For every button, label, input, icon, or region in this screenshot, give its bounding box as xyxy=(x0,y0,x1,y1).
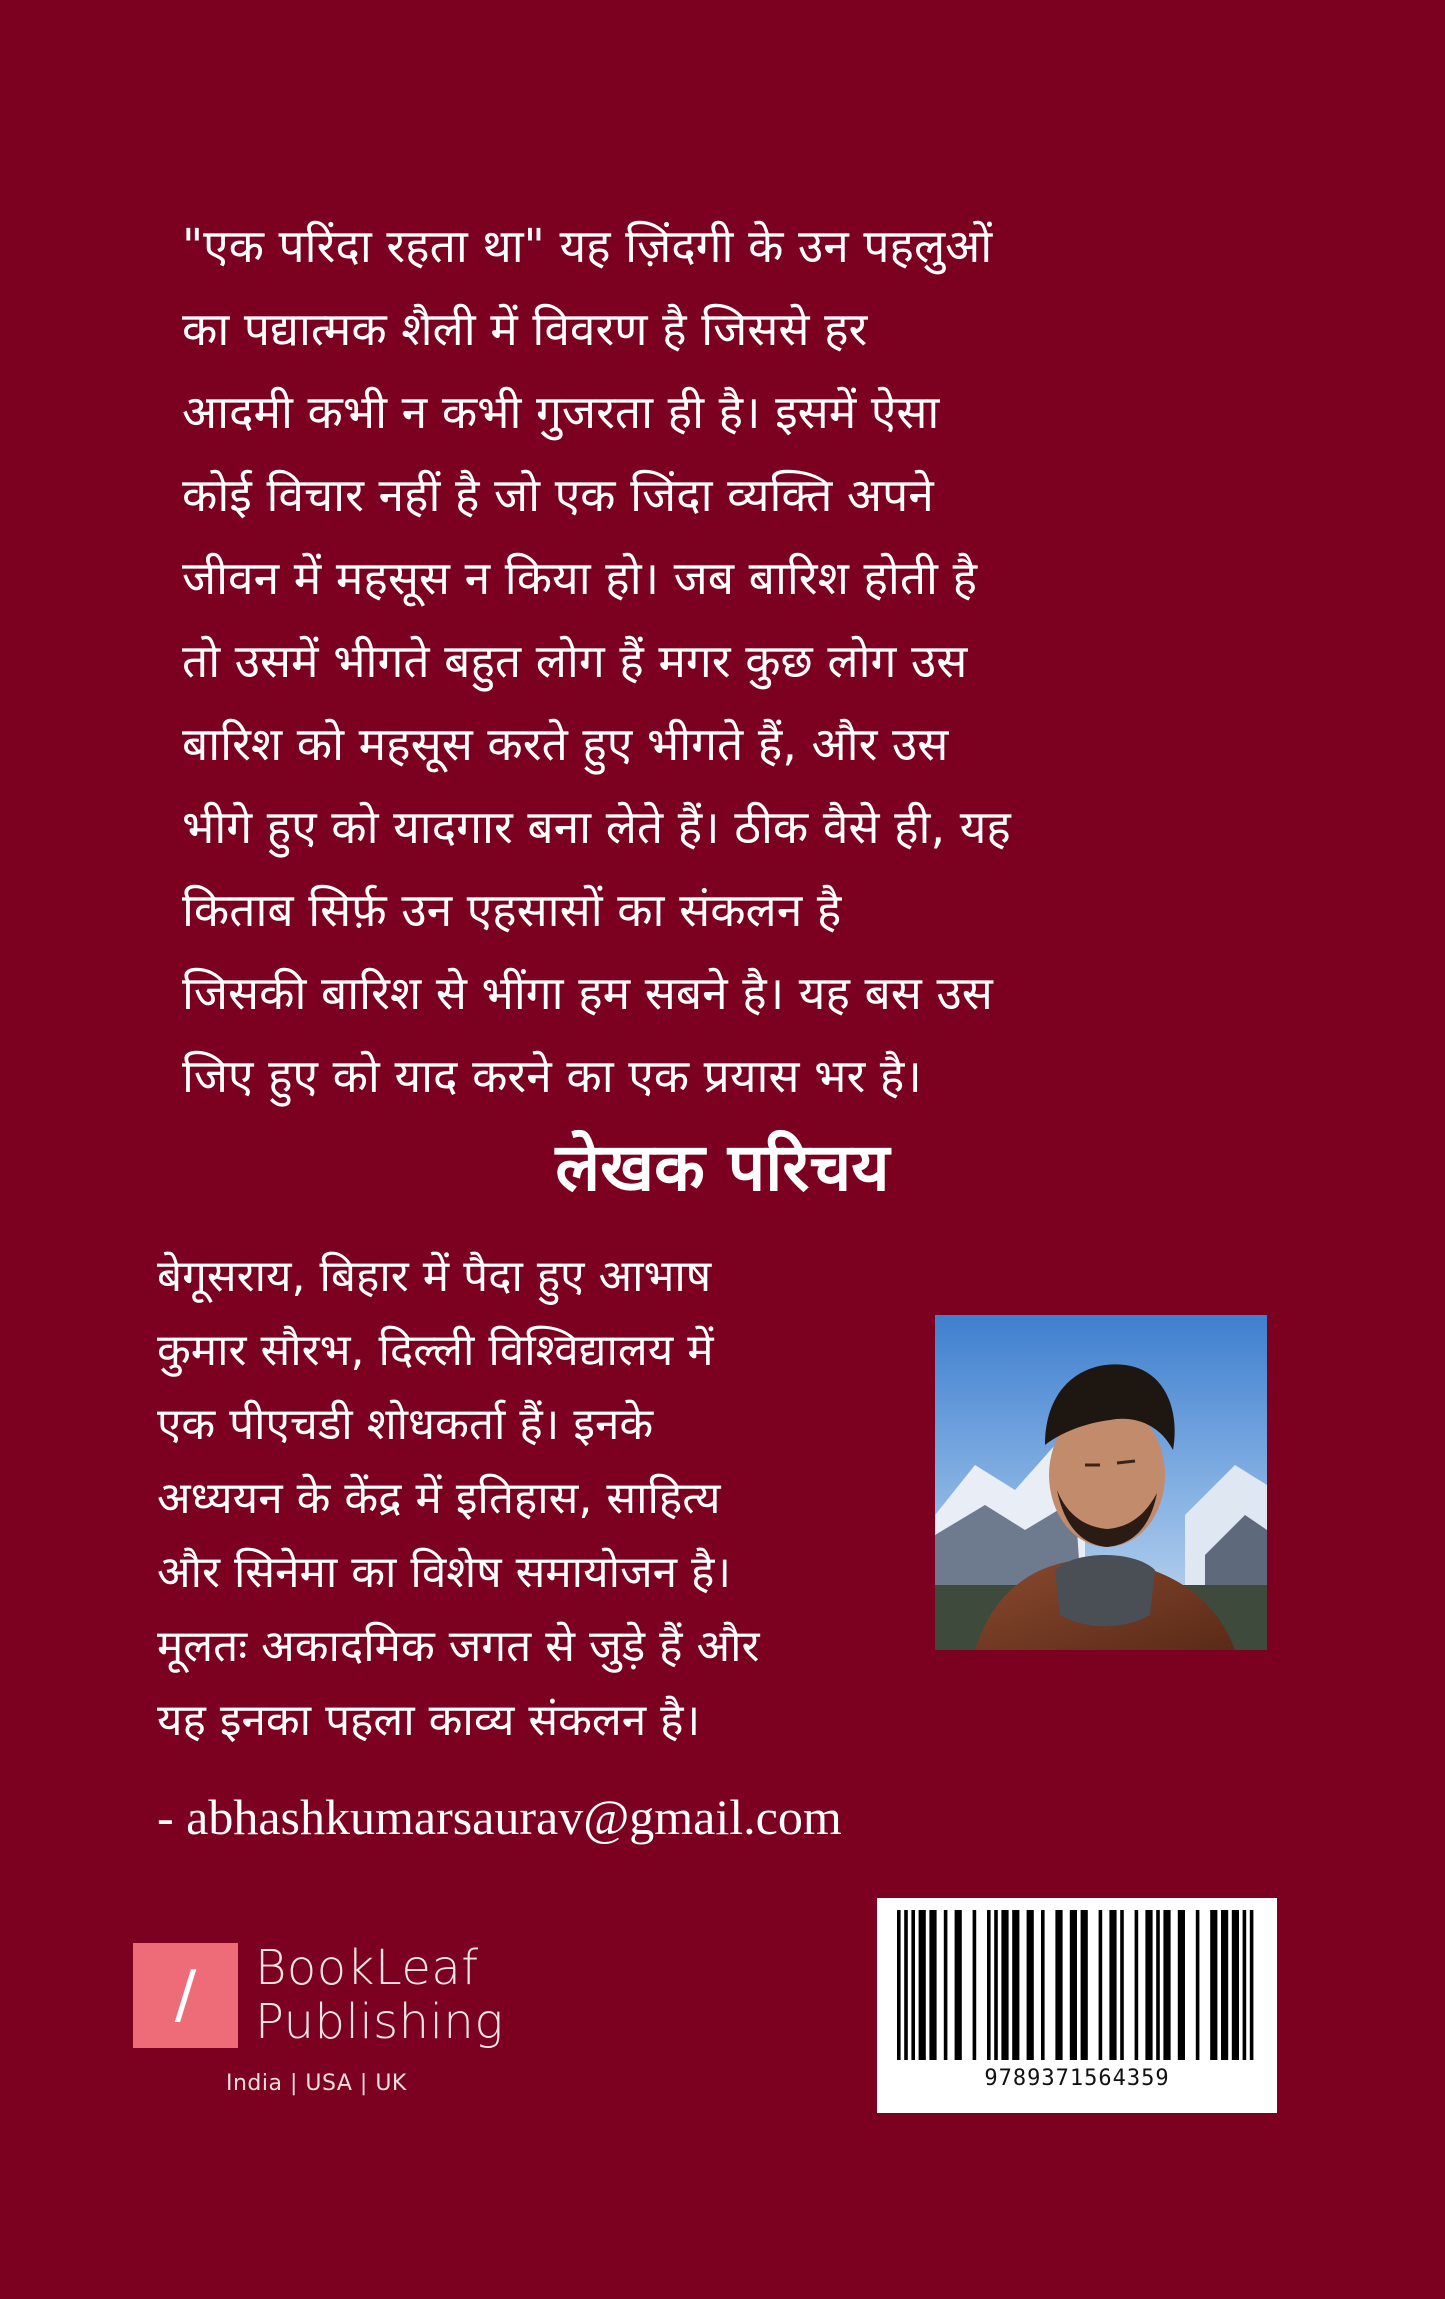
bio-line: अध्ययन के केंद्र में इतिहास, साहित्य xyxy=(157,1473,721,1524)
blurb-line: कोई विचार नहीं है जो एक जिंदा व्यक्ति अपने xyxy=(182,468,934,522)
bio-line: यह इनका पहला काव्य संकलन है। xyxy=(157,1695,701,1746)
author-photo xyxy=(935,1315,1267,1650)
barcode-bar xyxy=(1135,1910,1139,2060)
bio-line: मूलतः अकादमिक जगत से जुड़े हैं और xyxy=(157,1621,760,1672)
barcode-bar xyxy=(1070,1910,1077,2060)
barcode-bar xyxy=(929,1910,936,2060)
author-intro-heading: लेखक परिचय xyxy=(555,1129,890,1206)
blurb-line: का पद्यात्मक शैली में विवरण है जिससे हर xyxy=(182,302,868,356)
blurb-line: आदमी कभी न कभी गुजरता ही है। इसमें ऐसा xyxy=(182,385,940,439)
blurb-line: जीवन में महसूस न किया हो। जब बारिश होती है xyxy=(182,551,978,605)
barcode-bar xyxy=(1120,1910,1124,2060)
barcode-bar xyxy=(1012,1910,1019,2060)
barcode-bar xyxy=(1156,1910,1160,2060)
barcode-bar xyxy=(1178,1910,1185,2060)
barcode-bar xyxy=(955,1910,962,2060)
bio-line: और सिनेमा का विशेष समायोजन है। xyxy=(157,1547,732,1598)
publisher-name-line2: Publishing xyxy=(255,1994,504,2050)
barcode-bar xyxy=(1210,1910,1217,2060)
blurb-line: जिसकी बारिश से भींगा हम सबने है। यह बस उस xyxy=(182,966,993,1020)
bio-line: बेगूसराय, बिहार में पैदा हुए आभाष xyxy=(157,1251,712,1302)
barcode-bar xyxy=(1196,1910,1200,2060)
author-bio xyxy=(157,1240,917,1758)
barcode-bar xyxy=(1163,1910,1170,2060)
barcode-bar xyxy=(1145,1910,1152,2060)
blurb-line: किताब सिर्फ़ उन एहसासों का संकलन है xyxy=(182,883,842,937)
publisher-regions: India | USA | UK xyxy=(226,2071,407,2096)
publisher-logo xyxy=(133,1940,553,2123)
author-email: - abhashkumarsaurav@gmail.com xyxy=(157,1789,842,1845)
barcode-bar xyxy=(1232,1910,1239,2060)
isbn-barcode xyxy=(877,1898,1277,2113)
blurb-line: "एक परिंदा रहता था" यह ज़िंदगी के उन पहलुओं xyxy=(182,219,993,273)
barcode-bar xyxy=(1027,1910,1034,2060)
back-cover-blurb xyxy=(182,205,1262,1118)
barcode-bar xyxy=(1109,1910,1116,2060)
barcode-bars xyxy=(895,1910,1259,2060)
barcode-bar xyxy=(1250,1910,1254,2060)
barcode-bar xyxy=(1081,1910,1088,2060)
barcode-bar xyxy=(994,1910,998,2060)
barcode-bar xyxy=(1041,1910,1045,2060)
slash-icon: / xyxy=(174,1958,197,2032)
barcode-bar xyxy=(1221,1910,1228,2060)
barcode-bar xyxy=(919,1910,926,2060)
barcode-bar xyxy=(1099,1910,1103,2060)
barcode-bar xyxy=(944,1910,948,2060)
publisher-name-line1: BookLeaf xyxy=(255,1940,479,1996)
isbn-number: 9789371564359 xyxy=(984,2066,1170,2091)
barcode-bar xyxy=(904,1910,908,2060)
barcode-bar xyxy=(897,1910,901,2060)
bio-line: एक पीएचडी शोधकर्ता हैं। इनके xyxy=(157,1399,654,1450)
barcode-bar xyxy=(973,1910,977,2060)
blurb-line: तो उसमें भीगते बहुत लोग हैं मगर कुछ लोग उस xyxy=(182,634,968,688)
blurb-line: बारिश को महसूस करते हुए भीगते हैं, और उस xyxy=(182,717,949,771)
barcode-bar xyxy=(1055,1910,1062,2060)
barcode-bar xyxy=(911,1910,915,2060)
barcode-bar xyxy=(987,1910,991,2060)
bio-line: कुमार सौरभ, दिल्ली विश्विद्यालय में xyxy=(157,1325,714,1376)
barcode-bar xyxy=(1243,1910,1247,2060)
blurb-line: जिए हुए को याद करने का एक प्रयास भर है। xyxy=(182,1049,922,1103)
barcode-bar xyxy=(1001,1910,1008,2060)
blurb-line: भीगे हुए को यादगार बना लेते हैं। ठीक वैसे ही, यह xyxy=(182,800,1011,854)
